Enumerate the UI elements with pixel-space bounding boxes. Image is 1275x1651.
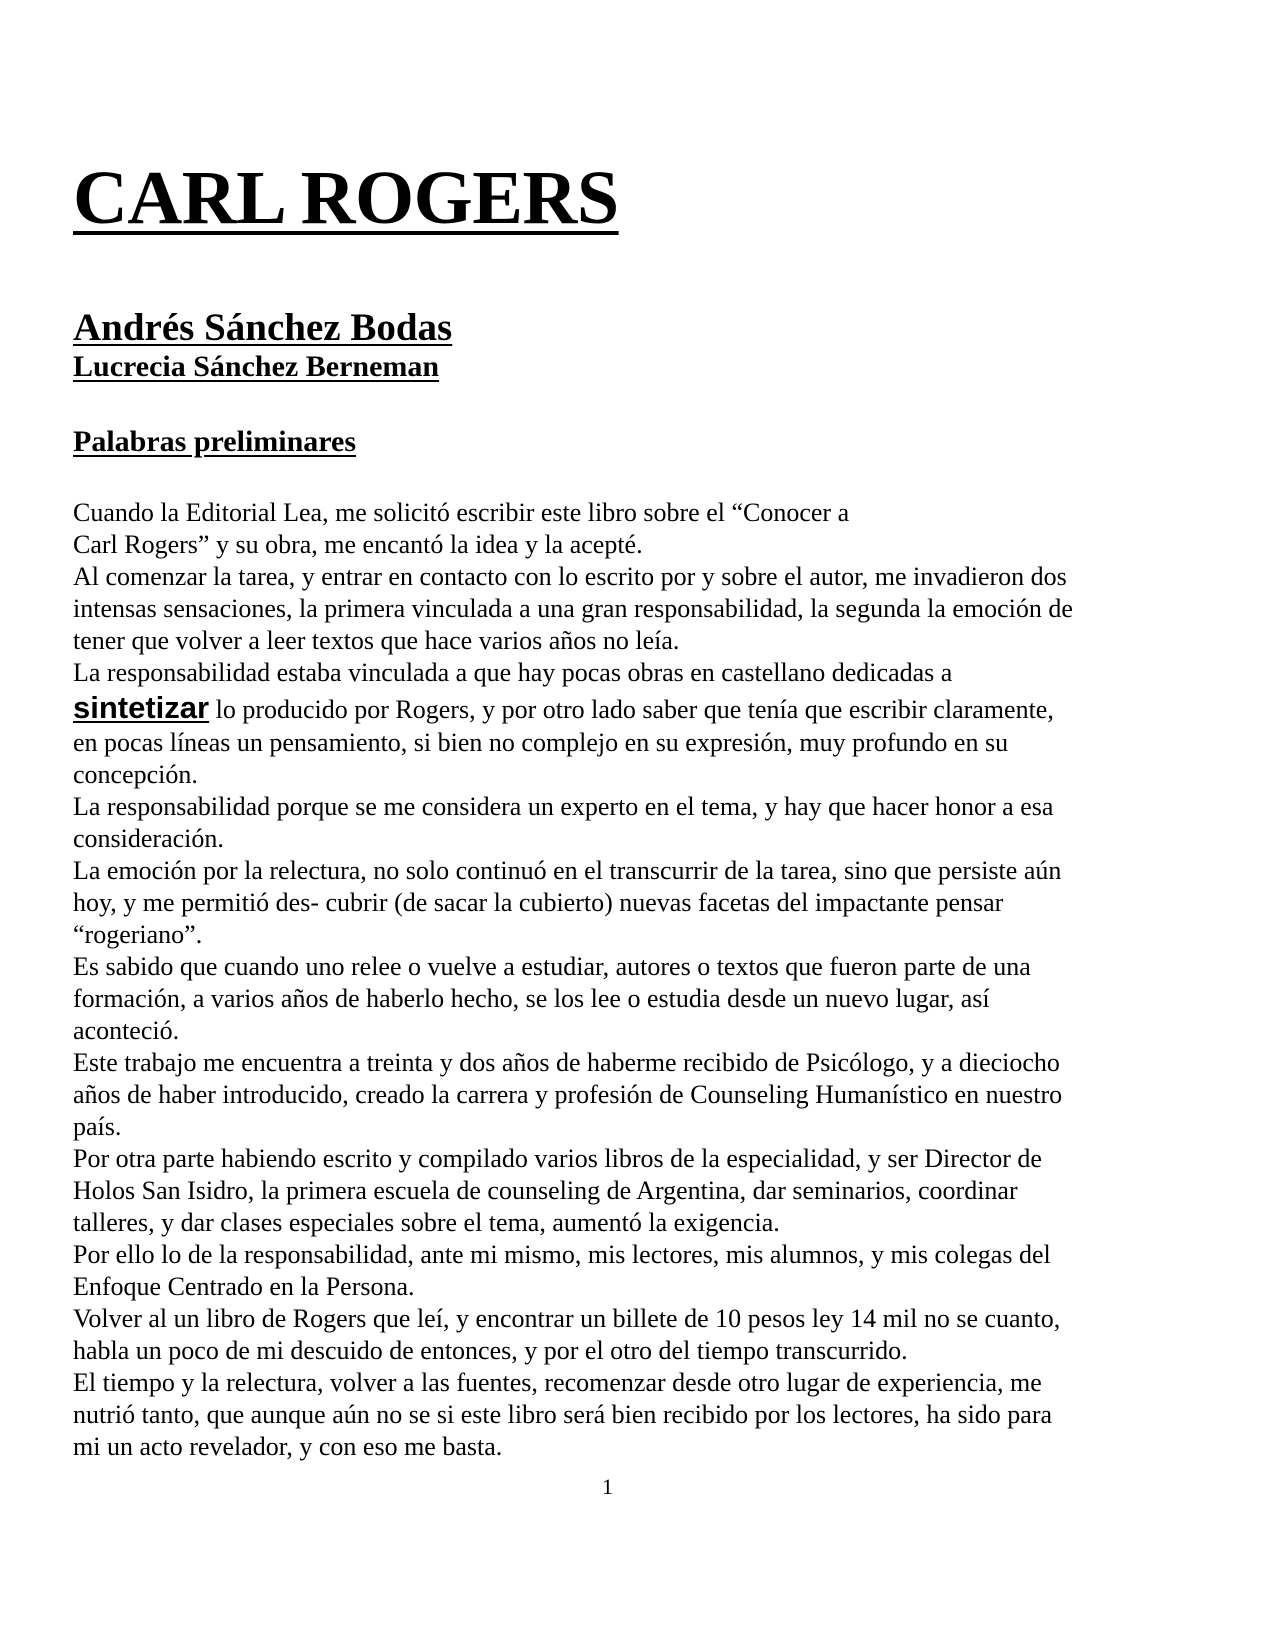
text-line: tener que volver a leer textos que hace varios años no leía. [73,626,680,655]
text-line: El tiempo y la relectura, volver a las fuentes, recomenzar desde otro lugar de experiencia, me [73,1368,1042,1397]
text-line: concepción. [73,760,198,789]
text-line: intensas sensaciones, la primera vinculada a una gran responsabilidad, la segunda la emoción de [73,594,1073,623]
text-line: aconteció. [73,1016,180,1045]
text-line: Volver al un libro de Rogers que leí, y encontrar un billete de 10 pesos ley 14 mil no se cuanto, [73,1304,1061,1333]
emphasized-word: sintetizar [73,690,210,725]
text-line: mi un acto revelador, y con eso me basta. [73,1432,503,1461]
text-line: “rogeriano”. [73,920,203,949]
text-line: Holos San Isidro, la primera escuela de counseling de Argentina, dar seminarios, coordinar [73,1176,1018,1205]
body-text [73,497,1213,1463]
author-primary: Andrés Sánchez Bodas [73,306,453,349]
text-line: Por ello lo de la responsabilidad, ante mi mismo, mis lectores, mis alumnos, y mis colegas del [73,1240,1051,1269]
text-line: La responsabilidad porque se me considera un experto en el tema, y hay que hacer honor a esa [73,792,1054,821]
text-line: La responsabilidad estaba vinculada a que hay pocas obras en castellano dedicadas a [73,658,953,687]
emphasis-line-rest: lo producido por Rogers, y por otro lado saber que tenía que escribir claramente, [209,695,1054,724]
text-line: nutrió tanto, que aunque aún no se si este libro será bien recibido por los lectores, ha sido para [73,1400,1053,1429]
document-title: CARL ROGERS [73,156,619,240]
text-line: Este trabajo me encuentra a treinta y dos años de haberme recibido de Psicólogo, y a dieciocho [73,1048,1060,1077]
author-secondary: Lucrecia Sánchez Berneman [73,350,440,383]
text-line: hoy, y me permitió des- cubrir (de sacar la cubierto) nuevas facetas del impactante pensar [73,888,1004,917]
text-line: años de haber introducido, creado la carrera y profesión de Counseling Humanístico en nuestro [73,1080,1063,1109]
text-line: Al comenzar la tarea, y entrar en contacto con lo escrito por y sobre el autor, me invadieron dos [73,562,1067,591]
text-line: consideración. [73,824,224,853]
text-line: Es sabido que cuando uno relee o vuelve a estudiar, autores o textos que fueron parte de una [73,952,1031,981]
text-line: habla un poco de mi descuido de entonces, y por el otro del tiempo transcurrido. [73,1336,908,1365]
text-line: en pocas líneas un pensamiento, si bien no complejo en su expresión, muy profundo en su [73,728,1009,757]
text-line: formación, a varios años de haberlo hecho, se los lee o estudia desde un nuevo lugar, así [73,984,990,1013]
text-line-emphasis [73,689,1213,727]
text-line: Enfoque Centrado en la Persona. [73,1272,415,1301]
page-number: 1 [602,1474,613,1499]
text-line: Por otra parte habiendo escrito y compilado varios libros de la especialidad, y ser Director de [73,1144,1042,1173]
text-line: Cuando la Editorial Lea, me solicitó escribir este libro sobre el “Conocer a [73,498,850,527]
text-line: talleres, y dar clases especiales sobre el tema, aumentó la exigencia. [73,1208,780,1237]
text-line: Carl Rogers” y su obra, me encantó la idea y la acepté. [73,530,643,559]
text-line: La emoción por la relectura, no solo continuó en el transcurrir de la tarea, sino que persiste aún [73,856,1062,885]
section-heading: Palabras preliminares [73,425,357,458]
text-line: país. [73,1112,122,1141]
